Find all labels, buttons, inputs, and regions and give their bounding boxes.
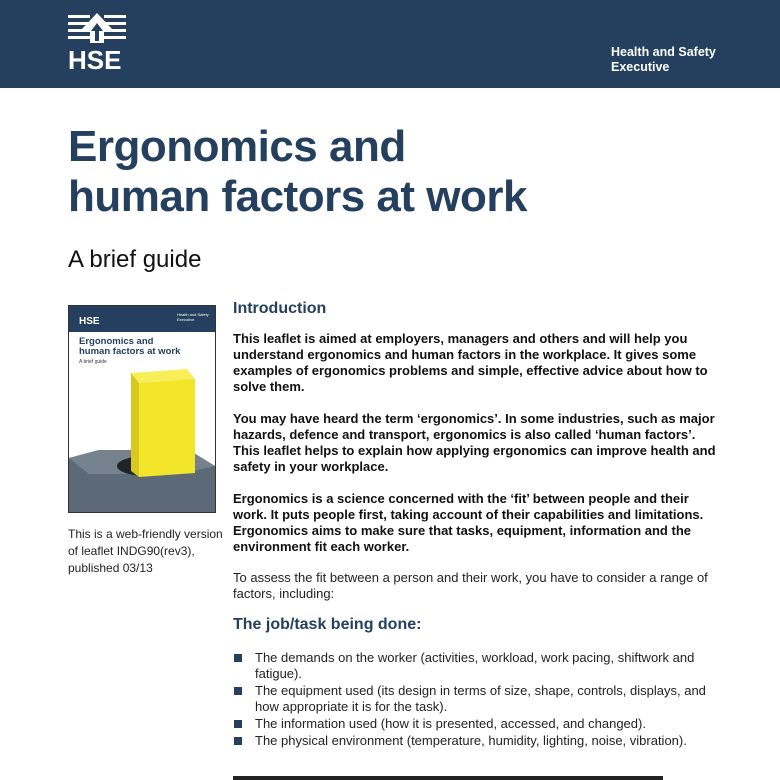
intro-paragraph-4: To assess the fit between a person and their work, you have to consider a range of factors, including: [233,570,708,601]
job-factors-list [233,650,723,749]
intro-paragraph-2: You may have heard the term ‘ergonomics’. In some industries, such as major hazards, defence and transport, ergonomics is also called ‘human factors’. This leaflet helps to explain how applying ergonomics can improve health and safety in your workplace. [233,411,716,474]
list-item [233,683,723,715]
cover-logo-text: HSE [79,316,100,327]
org-name-line2: Executive [611,60,670,74]
list-item-text: The information used (how it is presented, accessed, and changed). [255,716,646,731]
cover-photo-yellow-block [69,366,215,512]
list-item-text: The demands on the worker (activities, workload, work pacing, shiftwork and fatigue). [255,650,695,681]
hse-house-arrow-logo-icon [68,13,126,47]
list-item [233,733,723,749]
bullet-square-icon [234,720,242,728]
list-item [233,716,723,732]
page-subtitle: A brief guide [68,246,202,273]
cover-title-line1: Ergonomics and [79,336,154,347]
truncated-text-line [233,774,663,780]
bullet-square-icon [234,687,242,695]
cover-title-line2: human factors at work [79,346,181,357]
bullet-square-icon [234,654,242,662]
cover-caption: This is a web-friendly version of leaflet INDG90(rev3), published 03/13 [68,527,223,575]
cover-subtitle: A brief guide [79,359,107,365]
intro-paragraph-1: This leaflet is aimed at employers, managers and others and will help you understand ergonomics and human factors in the workplace. It gives some examples of ergonomics problems and simple, effective advice about how to solve them. [233,331,708,394]
logo-text: HSE [68,45,122,75]
intro-paragraph-3: Ergonomics is a science concerned with the ‘fit’ between people and their work. It puts people first, taking account of their capabilities and limitations. Ergonomics aims to make sure that tasks, equipment, information and the environment fit each worker. [233,491,704,554]
leaflet-cover-thumbnail [68,305,216,513]
job-task-heading: The job/task being done: [233,616,422,633]
page-title [68,122,628,222]
list-item-text: The equipment used (its design in terms of size, shape, controls, displays, and how appropriate it is for the task). [255,683,706,714]
header-banner [0,0,780,88]
introduction-heading: Introduction [233,300,327,317]
list-item [233,650,723,682]
organization-name [611,45,751,75]
title-line2: human factors at work [68,172,527,221]
main-content [233,300,723,750]
cover-org-name: Health and Safety Executive [177,312,209,322]
org-name-line1: Health and Safety [611,45,716,59]
bullet-square-icon [234,737,242,745]
cover-title [79,337,209,357]
title-line1: Ergonomics and [68,122,406,171]
list-item-text: The physical environment (temperature, humidity, lighting, noise, vibration). [255,733,687,748]
